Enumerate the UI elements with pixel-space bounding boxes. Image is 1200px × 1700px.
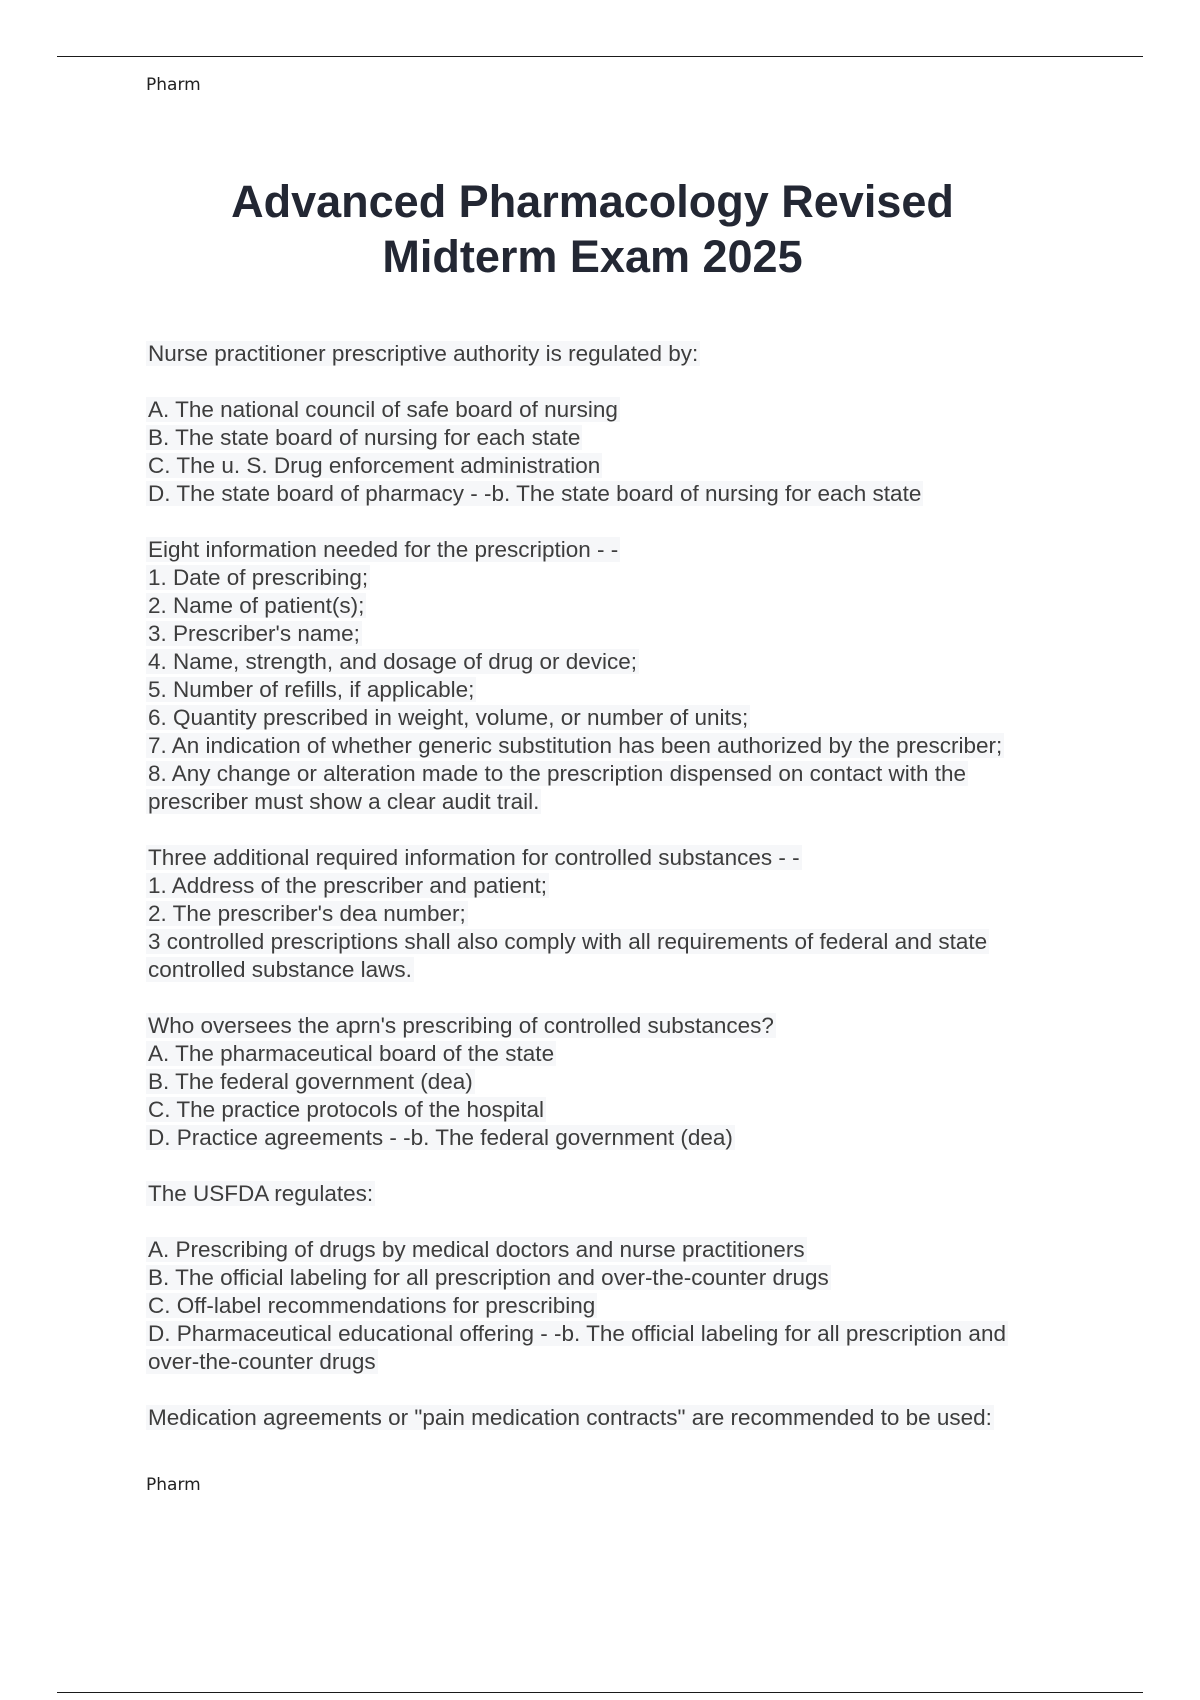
question-2-item: 3. Prescriber's name; xyxy=(148,621,360,646)
question-5-option-a: A. Prescribing of drugs by medical doctors and nurse practitioners xyxy=(148,1237,805,1262)
question-3-item: 1. Address of the prescriber and patient; xyxy=(148,873,547,898)
question-2-item: 1. Date of prescribing; xyxy=(148,565,369,590)
document-body xyxy=(146,340,1086,1460)
question-4-option-d: D. Practice agreements - -b. The federal government (dea) xyxy=(148,1125,733,1150)
footer-rule xyxy=(57,1692,1143,1693)
question-3-item: controlled substance laws. xyxy=(148,957,412,982)
question-2-item: 6. Quantity prescribed in weight, volume, or number of units; xyxy=(148,705,749,730)
question-5-option-d: D. Pharmaceutical educational offering - -b. The official labeling for all prescription and xyxy=(148,1321,1006,1346)
question-2 xyxy=(146,536,1086,816)
document-title xyxy=(120,174,1065,284)
question-3-text: Three additional required information for controlled substances - - xyxy=(148,845,800,870)
question-4 xyxy=(146,1012,1086,1152)
question-5-option-d-continued: over-the-counter drugs xyxy=(148,1349,376,1374)
question-1 xyxy=(146,340,1086,508)
question-1-option-b: B. The state board of nursing for each state xyxy=(148,425,581,450)
running-footer: Pharm xyxy=(146,1475,201,1495)
question-4-text: Who oversees the aprn's prescribing of controlled substances? xyxy=(148,1013,774,1038)
question-1-option-d: D. The state board of pharmacy - -b. The state board of nursing for each state xyxy=(148,481,922,506)
running-header: Pharm xyxy=(146,75,201,95)
question-4-option-b: B. The federal government (dea) xyxy=(148,1069,473,1094)
question-6-text: Medication agreements or "pain medication contracts" are recommended to be used: xyxy=(148,1405,992,1430)
question-2-item: 4. Name, strength, and dosage of drug or device; xyxy=(148,649,638,674)
question-3 xyxy=(146,844,1086,984)
title-line-1: Advanced Pharmacology Revised xyxy=(231,176,954,227)
question-2-item: 8. Any change or alteration made to the prescription dispensed on contact with the xyxy=(148,761,967,786)
question-2-item: prescriber must show a clear audit trail. xyxy=(148,789,540,814)
question-3-item: 3 controlled prescriptions shall also comply with all requirements of federal and state xyxy=(148,929,988,954)
question-5 xyxy=(146,1180,1086,1376)
question-6 xyxy=(146,1404,1086,1432)
title-line-2: Midterm Exam 2025 xyxy=(382,231,803,282)
question-1-option-a: A. The national council of safe board of nursing xyxy=(148,397,618,422)
question-5-text: The USFDA regulates: xyxy=(148,1181,374,1206)
question-4-option-a: A. The pharmaceutical board of the state xyxy=(148,1041,555,1066)
question-2-item: 2. Name of patient(s); xyxy=(148,593,365,618)
question-1-option-c: C. The u. S. Drug enforcement administration xyxy=(148,453,601,478)
header-rule xyxy=(57,56,1143,57)
question-2-item: 7. An indication of whether generic substitution has been authorized by the prescriber; xyxy=(148,733,1003,758)
question-1-text: Nurse practitioner prescriptive authority is regulated by: xyxy=(148,341,699,366)
question-2-text: Eight information needed for the prescription - - xyxy=(148,537,619,562)
question-4-option-c: C. The practice protocols of the hospital xyxy=(148,1097,545,1122)
question-3-item: 2. The prescriber's dea number; xyxy=(148,901,466,926)
question-5-option-c: C. Off-label recommendations for prescribing xyxy=(148,1293,596,1318)
question-2-item: 5. Number of refills, if applicable; xyxy=(148,677,475,702)
question-5-option-b: B. The official labeling for all prescription and over-the-counter drugs xyxy=(148,1265,829,1290)
